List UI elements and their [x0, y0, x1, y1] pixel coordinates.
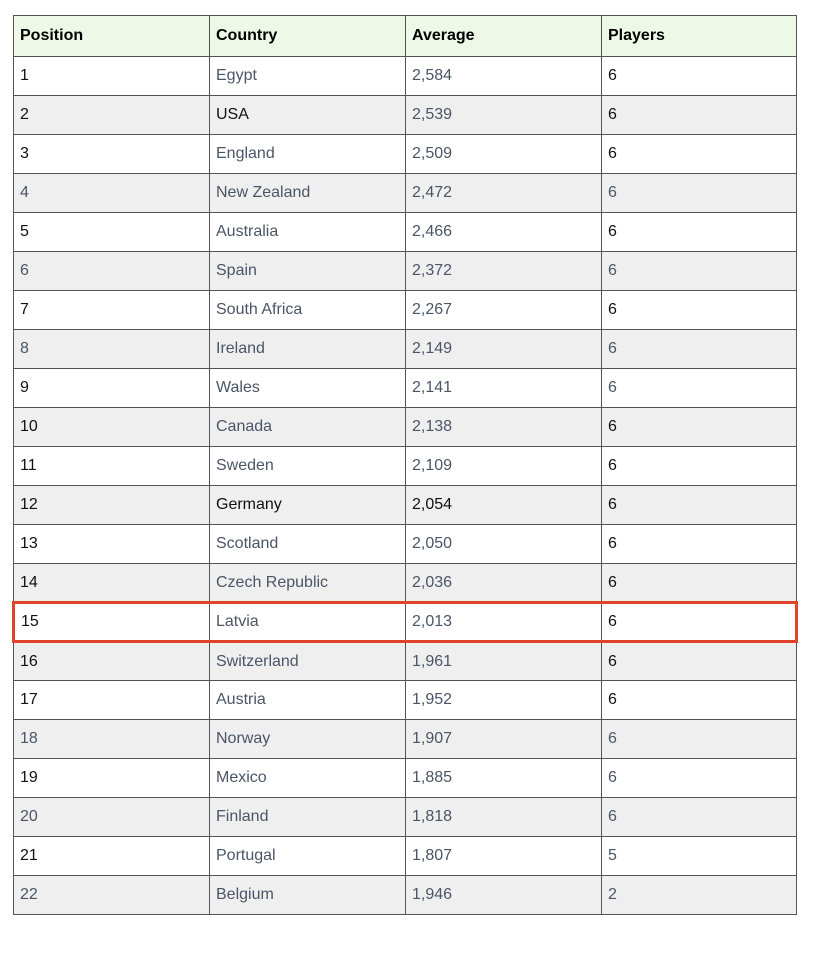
- cell-players: 6: [602, 330, 797, 369]
- cell-country: England: [210, 135, 406, 174]
- cell-average: 2,584: [406, 57, 602, 96]
- table-row: [14, 174, 797, 213]
- table-row: [14, 369, 797, 408]
- cell-average: 1,907: [406, 720, 602, 759]
- cell-country: USA: [210, 96, 406, 135]
- cell-country: Norway: [210, 720, 406, 759]
- cell-players: 6: [602, 525, 797, 564]
- cell-country: Portugal: [210, 837, 406, 876]
- cell-country: South Africa: [210, 291, 406, 330]
- cell-country: Latvia: [210, 603, 406, 642]
- cell-average: 1,818: [406, 798, 602, 837]
- cell-country: Egypt: [210, 57, 406, 96]
- table-row: [14, 642, 797, 681]
- cell-country: Canada: [210, 408, 406, 447]
- header-players: Players: [602, 16, 797, 57]
- cell-position: 9: [14, 369, 210, 408]
- cell-average: 2,472: [406, 174, 602, 213]
- cell-position: 5: [14, 213, 210, 252]
- cell-average: 2,149: [406, 330, 602, 369]
- cell-average: 2,466: [406, 213, 602, 252]
- cell-players: 6: [602, 603, 797, 642]
- cell-position: 3: [14, 135, 210, 174]
- table-row: [14, 603, 797, 642]
- cell-position: 12: [14, 486, 210, 525]
- header-country: Country: [210, 16, 406, 57]
- cell-position: 4: [14, 174, 210, 213]
- cell-position: 17: [14, 681, 210, 720]
- cell-position: 11: [14, 447, 210, 486]
- cell-country: Sweden: [210, 447, 406, 486]
- cell-average: 2,539: [406, 96, 602, 135]
- cell-average: 2,138: [406, 408, 602, 447]
- cell-position: 1: [14, 57, 210, 96]
- cell-position: 2: [14, 96, 210, 135]
- cell-players: 6: [602, 681, 797, 720]
- header-position: Position: [14, 16, 210, 57]
- cell-players: 6: [602, 720, 797, 759]
- cell-players: 6: [602, 135, 797, 174]
- cell-position: 10: [14, 408, 210, 447]
- cell-position: 15: [14, 603, 210, 642]
- cell-players: 6: [602, 564, 797, 603]
- cell-average: 1,952: [406, 681, 602, 720]
- cell-players: 6: [602, 408, 797, 447]
- cell-average: 2,036: [406, 564, 602, 603]
- cell-players: 6: [602, 447, 797, 486]
- cell-country: Finland: [210, 798, 406, 837]
- cell-players: 6: [602, 252, 797, 291]
- cell-average: 1,961: [406, 642, 602, 681]
- cell-country: Austria: [210, 681, 406, 720]
- table-row: [14, 57, 797, 96]
- table-row: [14, 252, 797, 291]
- table-row: [14, 720, 797, 759]
- cell-position: 21: [14, 837, 210, 876]
- cell-average: 1,885: [406, 759, 602, 798]
- cell-average: 1,807: [406, 837, 602, 876]
- cell-position: 18: [14, 720, 210, 759]
- header-average: Average: [406, 16, 602, 57]
- table-row: [14, 798, 797, 837]
- cell-average: 2,141: [406, 369, 602, 408]
- cell-players: 5: [602, 837, 797, 876]
- table-row: [14, 564, 797, 603]
- table-row: [14, 681, 797, 720]
- cell-country: Wales: [210, 369, 406, 408]
- cell-position: 20: [14, 798, 210, 837]
- cell-country: Australia: [210, 213, 406, 252]
- table-row: [14, 876, 797, 915]
- cell-position: 22: [14, 876, 210, 915]
- cell-players: 6: [602, 369, 797, 408]
- cell-country: Belgium: [210, 876, 406, 915]
- table-row: [14, 486, 797, 525]
- cell-position: 8: [14, 330, 210, 369]
- cell-position: 16: [14, 642, 210, 681]
- table-row: [14, 135, 797, 174]
- table-row: [14, 837, 797, 876]
- cell-country: Czech Republic: [210, 564, 406, 603]
- table-row: [14, 291, 797, 330]
- cell-position: 19: [14, 759, 210, 798]
- cell-average: 2,013: [406, 603, 602, 642]
- cell-average: 2,050: [406, 525, 602, 564]
- cell-country: New Zealand: [210, 174, 406, 213]
- cell-players: 6: [602, 174, 797, 213]
- table-row: [14, 330, 797, 369]
- cell-country: Ireland: [210, 330, 406, 369]
- table-row: [14, 759, 797, 798]
- cell-players: 6: [602, 96, 797, 135]
- cell-players: 6: [602, 291, 797, 330]
- cell-position: 6: [14, 252, 210, 291]
- table-row: [14, 213, 797, 252]
- cell-average: 2,054: [406, 486, 602, 525]
- table-row: [14, 96, 797, 135]
- cell-position: 13: [14, 525, 210, 564]
- table-row: [14, 408, 797, 447]
- cell-average: 2,267: [406, 291, 602, 330]
- cell-position: 7: [14, 291, 210, 330]
- cell-country: Spain: [210, 252, 406, 291]
- cell-players: 6: [602, 57, 797, 96]
- cell-average: 2,109: [406, 447, 602, 486]
- cell-country: Mexico: [210, 759, 406, 798]
- cell-position: 14: [14, 564, 210, 603]
- cell-players: 6: [602, 759, 797, 798]
- cell-players: 6: [602, 486, 797, 525]
- cell-average: 2,509: [406, 135, 602, 174]
- cell-average: 1,946: [406, 876, 602, 915]
- header-row: [14, 16, 797, 57]
- table-row: [14, 525, 797, 564]
- cell-average: 2,372: [406, 252, 602, 291]
- cell-players: 2: [602, 876, 797, 915]
- cell-country: Scotland: [210, 525, 406, 564]
- table-row: [14, 447, 797, 486]
- cell-players: 6: [602, 798, 797, 837]
- rankings-table: [12, 15, 798, 915]
- cell-country: Germany: [210, 486, 406, 525]
- cell-players: 6: [602, 642, 797, 681]
- cell-players: 6: [602, 213, 797, 252]
- cell-country: Switzerland: [210, 642, 406, 681]
